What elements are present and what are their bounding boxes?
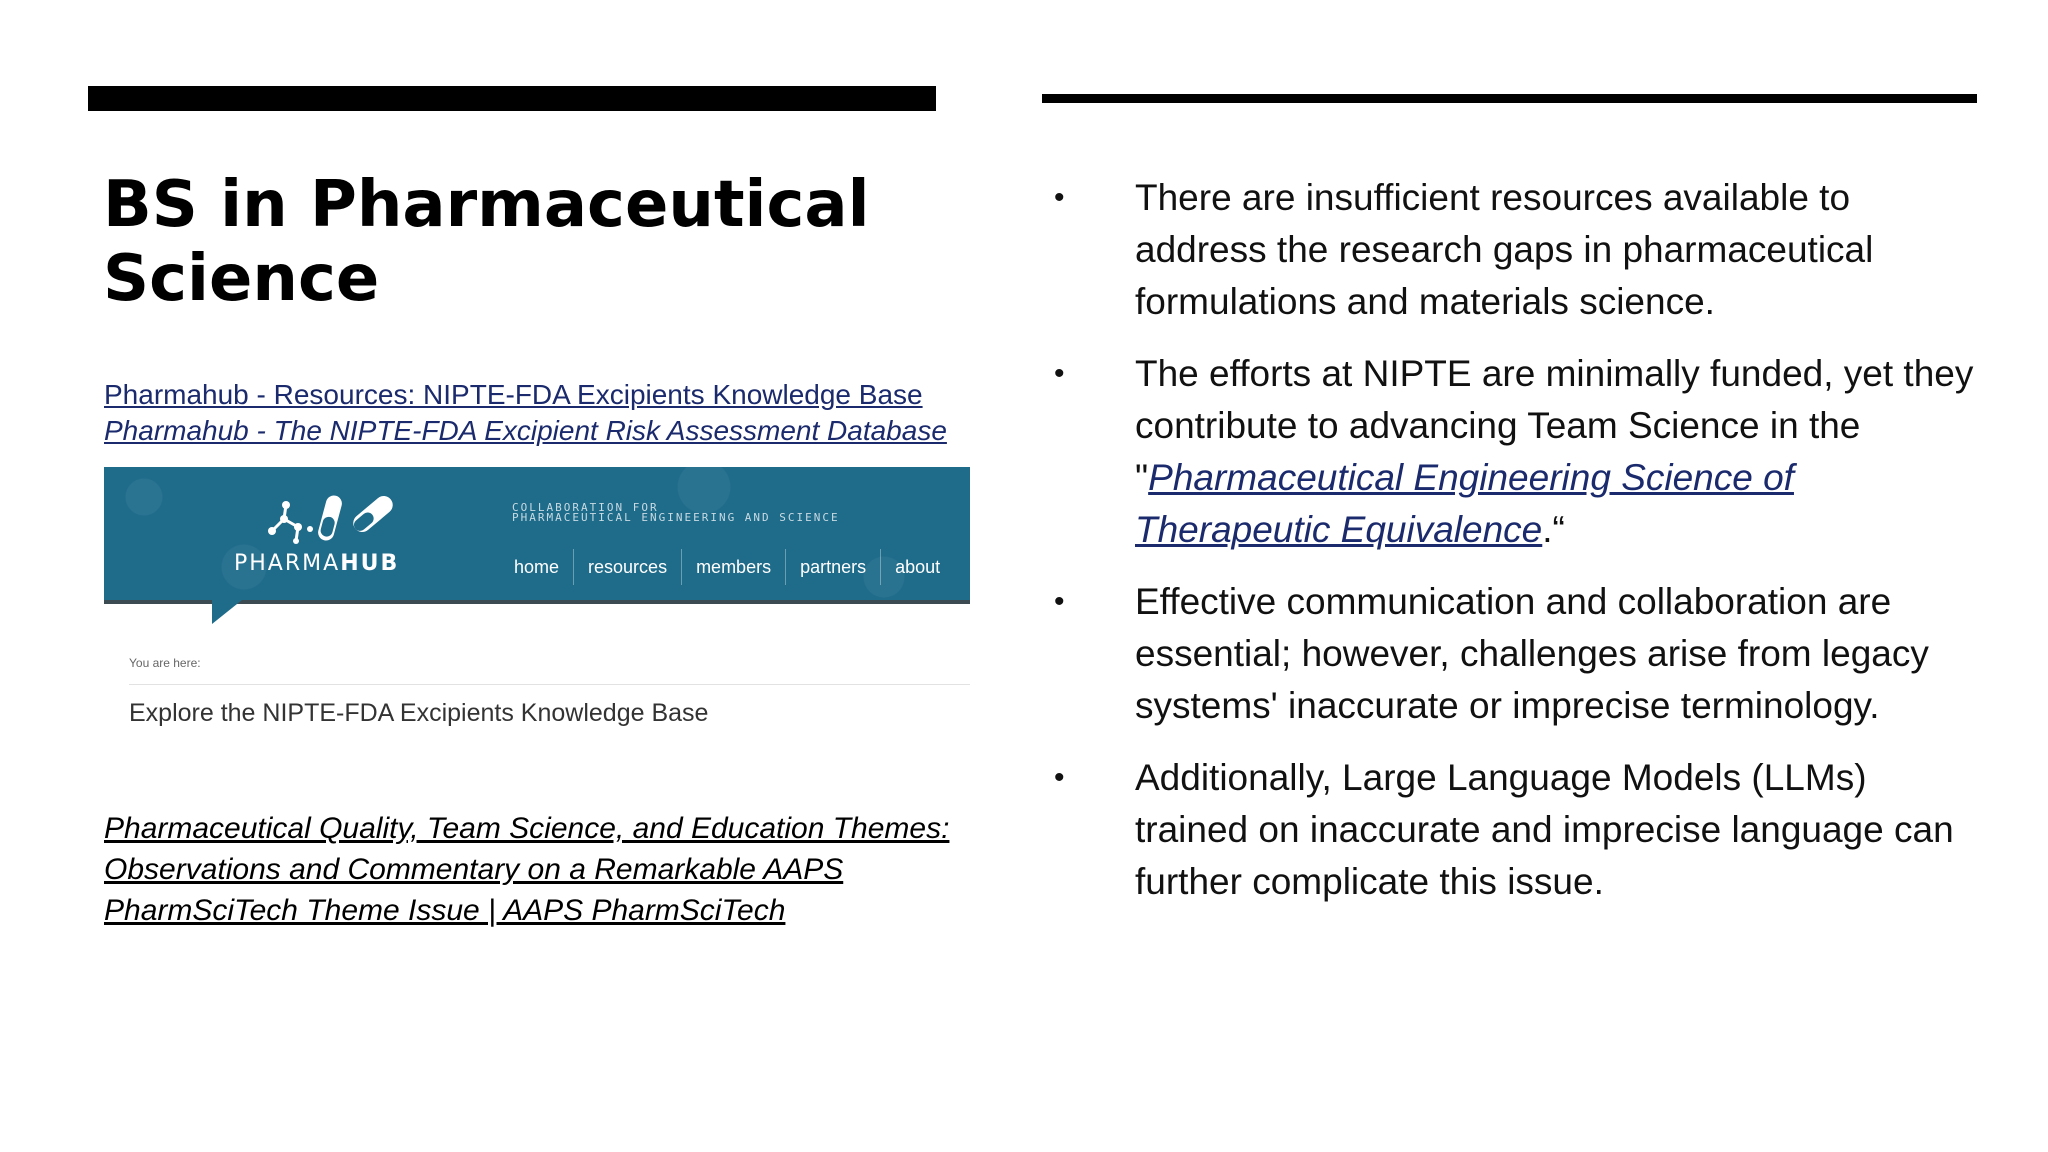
bullet-item [1054,348,1984,556]
risk-database-link[interactable]: Pharmahub - The NIPTE-FDA Excipient Risk Assessment Database [104,415,947,446]
nav-about[interactable]: about [880,549,954,585]
nav-home[interactable]: home [514,557,560,577]
bullet-dot: • [1054,181,1065,214]
nav-members[interactable]: members [681,549,785,585]
logo-prefix: PHARMA [234,551,341,576]
nav-resources[interactable]: resources [573,549,681,585]
pharmahub-banner [104,467,970,604]
left-header-bar [88,86,936,111]
explore-heading: Explore the NIPTE-FDA Excipients Knowledge Base [129,699,709,727]
excipients-kb-link[interactable]: Pharmahub - Resources: NIPTE-FDA Excipients Knowledge Base [104,379,923,410]
bullet-text: Effective communication and collaboration are essential; however, challenges arise from legacy systems' inaccurate or imprecise terminology. [1135,581,1929,726]
bullet-item [1054,576,1984,732]
bullet-item [1054,752,1984,908]
logo-suffix: HUB [340,551,400,576]
banner-pointer [212,600,242,624]
bullet-dot: • [1054,357,1065,390]
right-header-bar [1042,94,1977,103]
molecule-pill-logo-icon [262,491,402,547]
bullet-text: The efforts at NIPTE are minimally funded, yet they contribute to advancing Team Science in the " [1135,353,1974,498]
nav-partners[interactable]: partners [785,549,880,585]
tagline-line-2: PHARMACEUTICAL ENGINEERING AND SCIENCE [512,511,840,524]
banner-nav [500,549,954,585]
slide-title: BS in Pharmaceutical Science [103,168,870,316]
divider [129,684,970,685]
bullet-text: There are insufficient resources available to address the research gaps in pharmaceutical formulations and materials science. [1135,177,1874,322]
bullet-dot: • [1054,761,1065,794]
bullet-list [1054,172,1984,928]
breadcrumb-label: You are here: [129,656,201,670]
banner-tagline [512,503,840,523]
pharmahub-logo-text [234,551,399,576]
bullet-item [1054,172,1984,328]
bullet-text: Additionally, Large Language Models (LLMs) trained on inaccurate and imprecise language can further complicate this issue. [1135,757,1954,902]
tagline-line-1: COLLABORATION FOR [512,501,659,514]
pest-link[interactable]: Pharmaceutical Engineering Science of Therapeutic Equivalence [1135,457,1794,550]
bullet-text-end: .“ [1542,509,1565,550]
bullet-dot: • [1054,585,1065,618]
article-link[interactable]: Pharmaceutical Quality, Team Science, and Education Themes: Observations and Commentary on a Remarkable AAPS PharmSciTech Theme Issue | AAPS PharmSciTech [104,812,950,927]
